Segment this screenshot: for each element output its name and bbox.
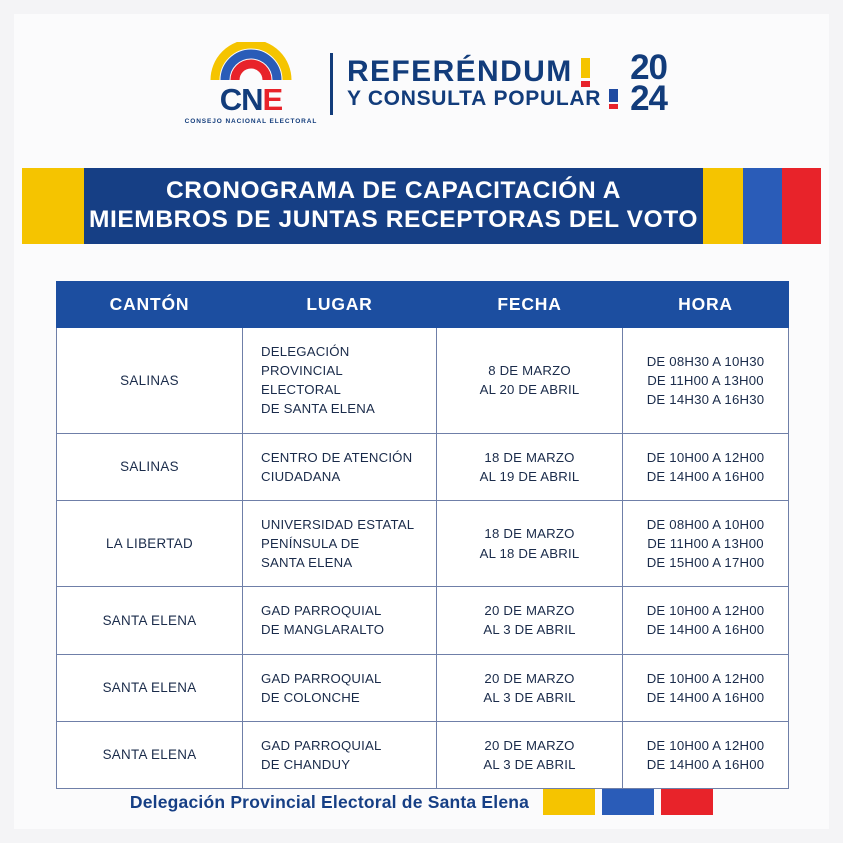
footer-flag-blue: [602, 789, 654, 815]
cne-acronym: [220, 84, 282, 115]
column-header-canton: CANTÓN: [57, 282, 243, 328]
footer-flag-yellow: [543, 789, 595, 815]
banner-title-line1: CRONOGRAMA DE CAPACITACIÓN A: [165, 177, 622, 205]
cell-fecha: 18 DE MARZO AL 18 DE ABRIL: [437, 500, 623, 586]
footer: [0, 789, 843, 815]
cne-logo: [176, 42, 326, 125]
year-bottom: 24: [630, 78, 668, 118]
table-row: [57, 721, 789, 788]
table-row: [57, 328, 789, 434]
cell-fecha: 20 DE MARZO AL 3 DE ABRIL: [437, 654, 623, 721]
cell-fecha: 18 DE MARZO AL 19 DE ABRIL: [437, 433, 623, 500]
exclamation-top-icon: [581, 58, 590, 87]
banner-title-line2: MIEMBROS DE JUNTAS RECEPTORAS DEL VOTO: [88, 206, 699, 233]
year-block: [630, 48, 668, 118]
table-row: [57, 587, 789, 654]
header-divider: [330, 53, 333, 115]
cell-canton: SANTA ELENA: [57, 721, 243, 788]
banner-flag-blue: [743, 168, 782, 244]
column-header-fecha: FECHA: [437, 282, 623, 328]
banner-title: [84, 168, 703, 244]
cell-lugar: DELEGACIÓN PROVINCIAL ELECTORAL DE SANTA ELENA: [243, 328, 437, 434]
cell-fecha: 20 DE MARZO AL 3 DE ABRIL: [437, 587, 623, 654]
cell-canton: SANTA ELENA: [57, 654, 243, 721]
cell-lugar: CENTRO DE ATENCIÓN CIUDADANA: [243, 433, 437, 500]
banner-left-accent: [22, 168, 84, 244]
schedule-table-wrap: [56, 281, 788, 789]
header-logo-area: [0, 42, 843, 125]
table-row: [57, 500, 789, 586]
consulta-word: Y CONSULTA: [346, 86, 487, 110]
banner-flag-accent: [743, 168, 821, 244]
cell-lugar: UNIVERSIDAD ESTATAL PENÍNSULA DE SANTA ELENA: [243, 500, 437, 586]
table-body: [57, 328, 789, 789]
referendum-word: REFERÉNDUM: [346, 55, 573, 89]
cell-canton: LA LIBERTAD: [57, 500, 243, 586]
cell-hora: DE 08H30 A 10H30 DE 11H00 A 13H00 DE 14H30 A 16H30: [623, 328, 789, 434]
table-header-row: [57, 282, 789, 328]
cell-fecha: 8 DE MARZO AL 20 DE ABRIL: [437, 328, 623, 434]
referendum-line1: [347, 57, 618, 88]
cell-lugar: GAD PARROQUIAL DE CHANDUY: [243, 721, 437, 788]
banner-right-yellow: [703, 168, 743, 244]
footer-flag-red: [661, 789, 713, 815]
footer-flag-accent: [543, 789, 713, 815]
table-row: [57, 654, 789, 721]
column-header-hora: HORA: [623, 282, 789, 328]
cne-arc-icon: [203, 42, 299, 82]
banner-flag-red: [782, 168, 821, 244]
cell-lugar: GAD PARROQUIAL DE MANGLARALTO: [243, 587, 437, 654]
cell-hora: DE 08H00 A 10H00 DE 11H00 A 13H00 DE 15H00 A 17H00: [623, 500, 789, 586]
exclamation-bottom-icon: [609, 89, 618, 109]
schedule-table: [56, 281, 789, 789]
cne-acronym-e: E: [262, 82, 283, 117]
title-banner: [22, 168, 821, 244]
year-top: 20: [630, 48, 668, 88]
cell-hora: DE 10H00 A 12H00 DE 14H00 A 16H00: [623, 433, 789, 500]
cell-canton: SANTA ELENA: [57, 587, 243, 654]
column-header-lugar: LUGAR: [243, 282, 437, 328]
cell-fecha: 20 DE MARZO AL 3 DE ABRIL: [437, 721, 623, 788]
cell-canton: SALINAS: [57, 433, 243, 500]
cne-subtitle: CONSEJO NACIONAL ELECTORAL: [184, 118, 318, 125]
cne-acronym-cn: CN: [219, 82, 263, 117]
cell-lugar: GAD PARROQUIAL DE COLONCHE: [243, 654, 437, 721]
referendum-line2: [347, 88, 618, 110]
referendum-title-block: [347, 57, 618, 110]
popular-word: POPULAR: [493, 86, 602, 110]
cell-hora: DE 10H00 A 12H00 DE 14H00 A 16H00: [623, 721, 789, 788]
cell-canton: SALINAS: [57, 328, 243, 434]
cell-hora: DE 10H00 A 12H00 DE 14H00 A 16H00: [623, 654, 789, 721]
table-row: [57, 433, 789, 500]
cell-hora: DE 10H00 A 12H00 DE 14H00 A 16H00: [623, 587, 789, 654]
footer-text: Delegación Provincial Electoral de Santa Elena: [129, 791, 530, 812]
